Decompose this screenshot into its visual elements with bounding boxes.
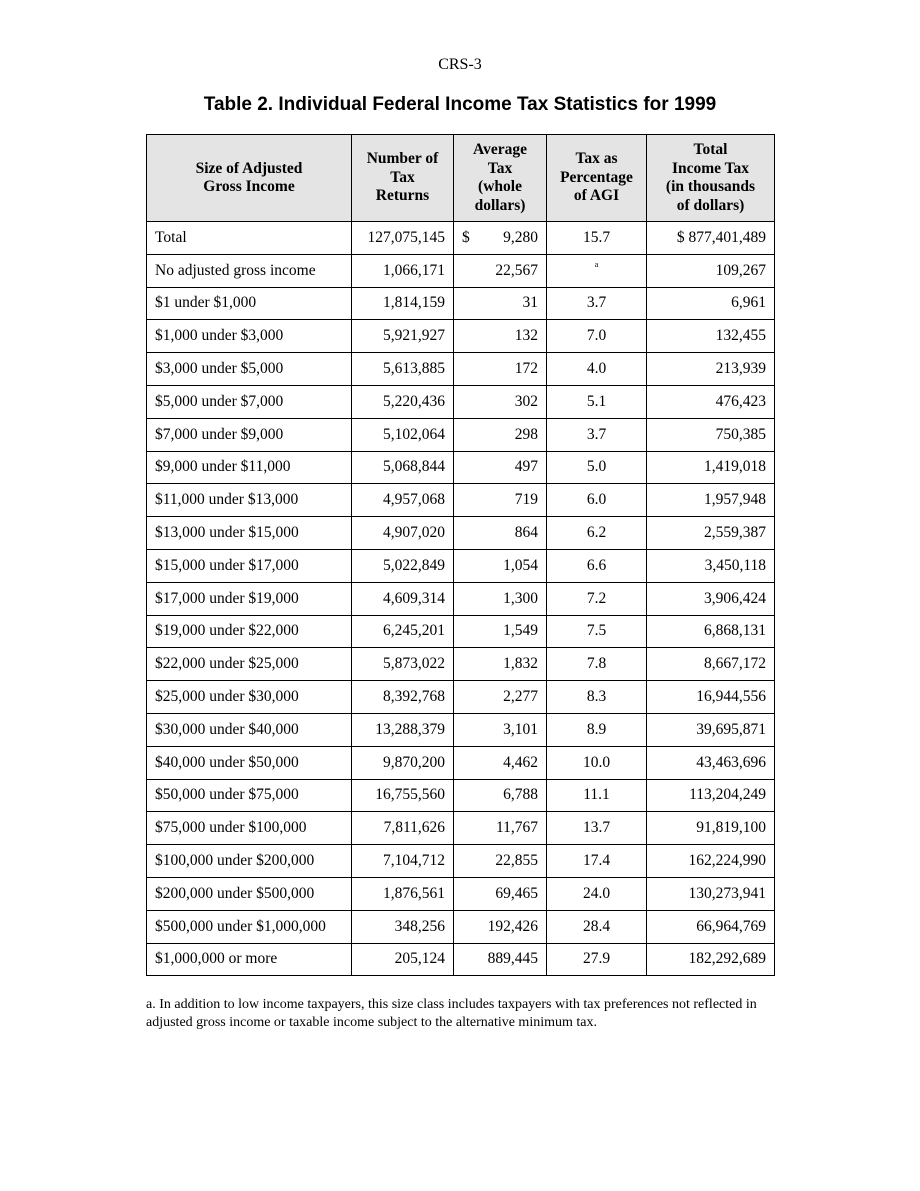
row-label: $3,000 under $5,000 <box>147 353 352 386</box>
returns-cell: 348,256 <box>352 910 454 943</box>
table-row <box>147 418 775 451</box>
returns-cell: 1,814,159 <box>352 287 454 320</box>
total-tax-cell: 182,292,689 <box>647 943 775 976</box>
column-header-average-tax <box>454 135 547 222</box>
header-line: Tax <box>487 159 513 177</box>
percentage-cell: 5.1 <box>547 385 647 418</box>
percentage-cell: 27.9 <box>547 943 647 976</box>
returns-cell: 7,104,712 <box>352 845 454 878</box>
total-tax-cell: 3,906,424 <box>647 582 775 615</box>
row-label: $13,000 under $15,000 <box>147 517 352 550</box>
header-line: Number of <box>366 150 439 168</box>
column-header-percentage <box>547 135 647 222</box>
row-label: $11,000 under $13,000 <box>147 484 352 517</box>
average-tax-cell: 889,445 <box>454 943 547 976</box>
returns-cell: 13,288,379 <box>352 713 454 746</box>
average-tax-cell: 22,855 <box>454 845 547 878</box>
percentage-cell: 3.7 <box>547 418 647 451</box>
page-header: CRS-3 <box>438 56 482 73</box>
percentage-cell: 11.1 <box>547 779 647 812</box>
header-line: Total <box>693 141 728 158</box>
column-header-size <box>147 135 352 222</box>
percentage-cell: 7.0 <box>547 320 647 353</box>
row-label: $200,000 under $500,000 <box>147 877 352 910</box>
table-row <box>147 353 775 386</box>
returns-cell: 6,245,201 <box>352 615 454 648</box>
average-tax-cell: 3,101 <box>454 713 547 746</box>
total-tax-cell: 16,944,556 <box>647 681 775 714</box>
percentage-cell: 7.5 <box>547 615 647 648</box>
returns-cell: 5,102,064 <box>352 418 454 451</box>
average-tax-value: 9,280 <box>503 228 538 246</box>
total-tax-cell: 213,939 <box>647 353 775 386</box>
total-tax-cell: 2,559,387 <box>647 517 775 550</box>
total-tax-cell: 1,957,948 <box>647 484 775 517</box>
row-label: $50,000 under $75,000 <box>147 779 352 812</box>
total-tax-cell: 132,455 <box>647 320 775 353</box>
header-line: of AGI <box>573 187 620 205</box>
table-row <box>147 943 775 976</box>
average-tax-cell: 298 <box>454 418 547 451</box>
percentage-cell: 5.0 <box>547 451 647 484</box>
header-line: Percentage <box>560 168 633 186</box>
returns-cell: 4,609,314 <box>352 582 454 615</box>
total-tax-cell: 6,961 <box>647 287 775 320</box>
header-line: Average <box>473 141 527 158</box>
average-tax-cell: 192,426 <box>454 910 547 943</box>
table-row <box>147 910 775 943</box>
table-header <box>147 135 775 222</box>
total-tax-cell: $ 877,401,489 <box>647 222 775 255</box>
table-row <box>147 287 775 320</box>
total-row <box>147 222 775 255</box>
percentage-cell: 13.7 <box>547 812 647 845</box>
header-line: Income Tax <box>671 159 750 177</box>
average-tax-cell: 22,567 <box>454 254 547 287</box>
total-tax-cell: 162,224,990 <box>647 845 775 878</box>
table-row <box>147 582 775 615</box>
average-tax-cell: 69,465 <box>454 877 547 910</box>
average-tax-cell: 172 <box>454 353 547 386</box>
header-line: Tax as <box>575 150 618 168</box>
table-row <box>147 779 775 812</box>
table-row <box>147 385 775 418</box>
percentage-cell: 6.6 <box>547 549 647 582</box>
row-label: $7,000 under $9,000 <box>147 418 352 451</box>
table-row <box>147 845 775 878</box>
average-tax-cell: 132 <box>454 320 547 353</box>
column-header-total-income-tax <box>647 135 775 222</box>
row-label: $1 under $1,000 <box>147 287 352 320</box>
row-label: Total <box>147 222 352 255</box>
row-label: $19,000 under $22,000 <box>147 615 352 648</box>
total-tax-cell: 8,667,172 <box>647 648 775 681</box>
footnote: a. In addition to low income taxpayers, this size class includes taxpayers with tax preferences not reflected in adjusted gross income or taxable income subject to the alternative minimum tax. <box>146 997 757 1030</box>
row-label: $500,000 under $1,000,000 <box>147 910 352 943</box>
total-tax-cell: 39,695,871 <box>647 713 775 746</box>
percentage-cell: 28.4 <box>547 910 647 943</box>
percentage-cell: 8.3 <box>547 681 647 714</box>
header-line: of dollars) <box>676 196 745 214</box>
returns-cell: 16,755,560 <box>352 779 454 812</box>
total-tax-cell: 6,868,131 <box>647 615 775 648</box>
returns-cell: 9,870,200 <box>352 746 454 779</box>
percentage-cell: 6.2 <box>547 517 647 550</box>
percentage-cell: 6.0 <box>547 484 647 517</box>
table-row <box>147 517 775 550</box>
header-line: (in thousands <box>665 178 756 195</box>
total-tax-cell: 130,273,941 <box>647 877 775 910</box>
average-tax-cell: 4,462 <box>454 746 547 779</box>
header-line: (whole <box>478 178 522 195</box>
row-label: $15,000 under $17,000 <box>147 549 352 582</box>
returns-cell: 5,921,927 <box>352 320 454 353</box>
table-row <box>147 681 775 714</box>
table-body <box>147 222 775 976</box>
column-header-returns <box>352 135 454 222</box>
table-title: Table 2. Individual Federal Income Tax Statistics for 1999 <box>203 94 717 115</box>
row-label: $1,000 under $3,000 <box>147 320 352 353</box>
dollar-sign: $ <box>462 228 470 246</box>
average-tax-cell: 1,300 <box>454 582 547 615</box>
returns-cell: 5,613,885 <box>352 353 454 386</box>
average-tax-cell: 2,277 <box>454 681 547 714</box>
total-tax-cell: 113,204,249 <box>647 779 775 812</box>
returns-cell: 8,392,768 <box>352 681 454 714</box>
average-tax-cell: 11,767 <box>454 812 547 845</box>
returns-cell: 127,075,145 <box>352 222 454 255</box>
returns-cell: 7,811,626 <box>352 812 454 845</box>
returns-cell: 4,957,068 <box>352 484 454 517</box>
returns-cell: 1,876,561 <box>352 877 454 910</box>
row-label: $9,000 under $11,000 <box>147 451 352 484</box>
row-label: $75,000 under $100,000 <box>147 812 352 845</box>
row-label: $40,000 under $50,000 <box>147 746 352 779</box>
average-tax-cell: 1,832 <box>454 648 547 681</box>
table-row <box>147 812 775 845</box>
row-label: $22,000 under $25,000 <box>147 648 352 681</box>
average-tax-cell <box>454 222 547 255</box>
percentage-cell: 24.0 <box>547 877 647 910</box>
header-line: Tax <box>390 168 415 186</box>
table-row <box>147 451 775 484</box>
footnote-marker: a <box>594 259 599 269</box>
table-row <box>147 615 775 648</box>
table-row <box>147 877 775 910</box>
returns-cell: 5,068,844 <box>352 451 454 484</box>
percentage-cell: 7.2 <box>547 582 647 615</box>
percentage-cell: 3.7 <box>547 287 647 320</box>
table-row <box>147 320 775 353</box>
row-label: $25,000 under $30,000 <box>147 681 352 714</box>
returns-cell: 205,124 <box>352 943 454 976</box>
total-tax-cell: 750,385 <box>647 418 775 451</box>
row-label: $100,000 under $200,000 <box>147 845 352 878</box>
header-line: Size of Adjusted <box>195 159 303 177</box>
total-tax-cell: 3,450,118 <box>647 549 775 582</box>
percentage-cell: 7.8 <box>547 648 647 681</box>
percentage-cell <box>547 254 647 287</box>
header-line: dollars) <box>474 196 526 214</box>
returns-cell: 5,220,436 <box>352 385 454 418</box>
average-tax-cell: 6,788 <box>454 779 547 812</box>
table-row <box>147 713 775 746</box>
row-label: No adjusted gross income <box>147 254 352 287</box>
row-label: $1,000,000 or more <box>147 943 352 976</box>
average-tax-cell: 864 <box>454 517 547 550</box>
returns-cell: 1,066,171 <box>352 254 454 287</box>
table-row <box>147 254 775 287</box>
table-row <box>147 549 775 582</box>
average-tax-cell: 1,054 <box>454 549 547 582</box>
header-line: Returns <box>375 187 430 205</box>
table-row <box>147 484 775 517</box>
table-row <box>147 746 775 779</box>
average-tax-cell: 302 <box>454 385 547 418</box>
total-tax-cell: 1,419,018 <box>647 451 775 484</box>
tax-statistics-table <box>146 134 775 976</box>
returns-cell: 5,022,849 <box>352 549 454 582</box>
percentage-cell: 17.4 <box>547 845 647 878</box>
header-line: Gross Income <box>203 178 295 195</box>
total-tax-cell: 66,964,769 <box>647 910 775 943</box>
average-tax-cell: 31 <box>454 287 547 320</box>
percentage-cell: 15.7 <box>547 222 647 255</box>
average-tax-cell: 497 <box>454 451 547 484</box>
percentage-cell: 8.9 <box>547 713 647 746</box>
returns-cell: 5,873,022 <box>352 648 454 681</box>
row-label: $30,000 under $40,000 <box>147 713 352 746</box>
total-tax-cell: 91,819,100 <box>647 812 775 845</box>
returns-cell: 4,907,020 <box>352 517 454 550</box>
total-tax-cell: 43,463,696 <box>647 746 775 779</box>
average-tax-cell: 719 <box>454 484 547 517</box>
percentage-cell: 4.0 <box>547 353 647 386</box>
average-tax-cell: 1,549 <box>454 615 547 648</box>
total-tax-cell: 476,423 <box>647 385 775 418</box>
table-row <box>147 648 775 681</box>
row-label: $17,000 under $19,000 <box>147 582 352 615</box>
total-tax-cell: 109,267 <box>647 254 775 287</box>
percentage-cell: 10.0 <box>547 746 647 779</box>
row-label: $5,000 under $7,000 <box>147 385 352 418</box>
